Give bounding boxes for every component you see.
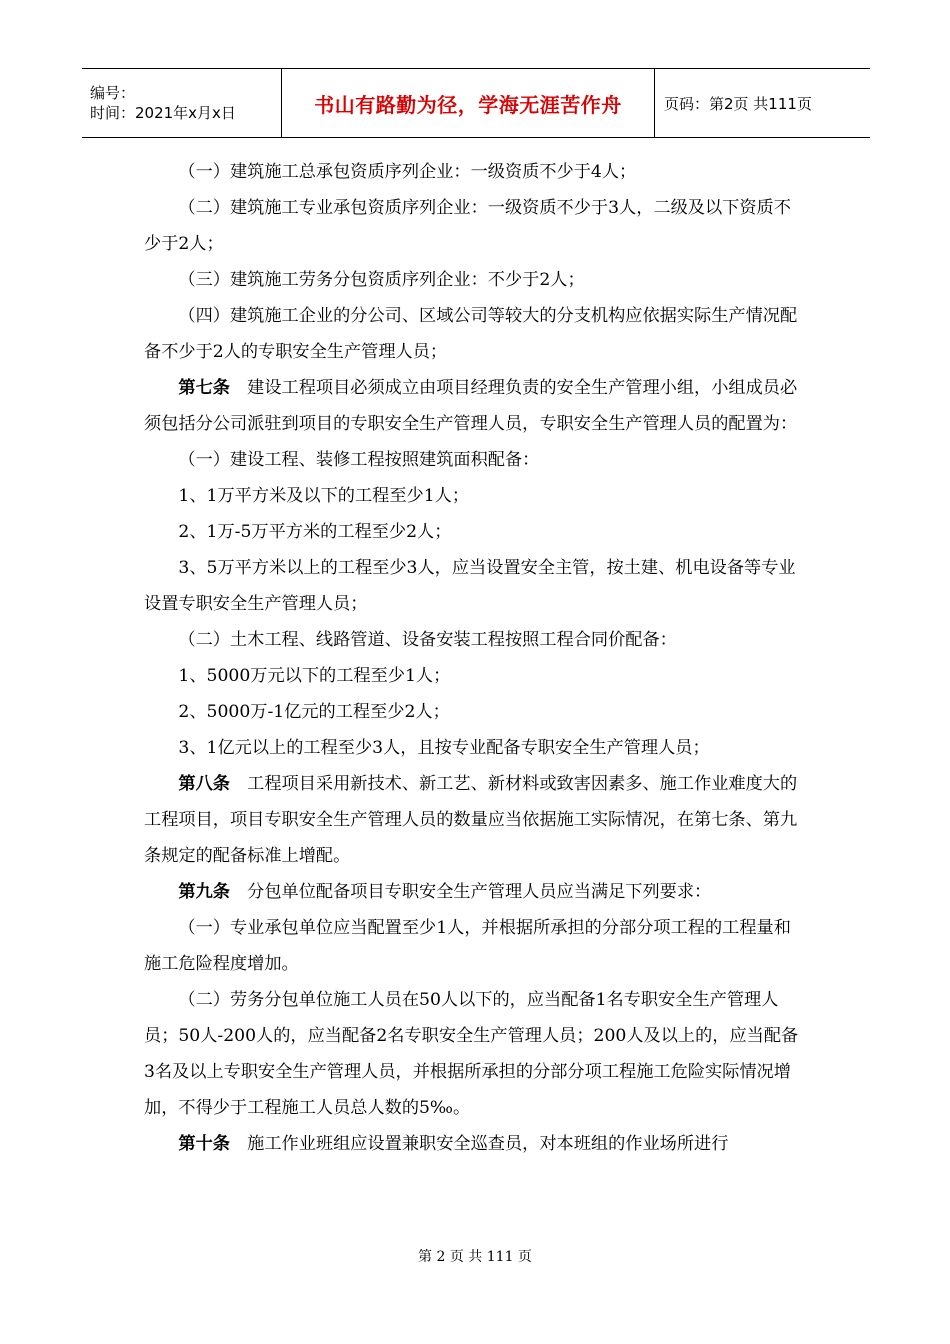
time-label: 时间：2021年x月x日 [90, 104, 236, 122]
article-number: 第八条 [178, 774, 230, 794]
paragraph [144, 622, 804, 658]
paragraph [144, 910, 804, 982]
paragraph-text: 建设工程项目必须成立由项目经理负责的安全生产管理小组，小组成员必须包括分公司派驻到项目的专职安全生产管理人员，专职安全生产管理人员的配置为： [144, 378, 798, 434]
paragraph-text: 2、1万-5万平方米的工程至少2人； [178, 522, 452, 542]
paragraph-text: 分包单位配备项目专职安全生产管理人员应当满足下列要求： [247, 882, 712, 902]
article-number: 第十条 [178, 1134, 230, 1154]
paragraph-text: （一）专业承包单位应当配置至少1人，并根据所承担的分部分项工程的工程量和施工危险程度增加。 [144, 918, 791, 974]
paragraph [144, 442, 804, 478]
paragraph [144, 370, 804, 442]
paragraph-text: （二）土木工程、线路管道、设备安装工程按照工程合同价配备： [178, 630, 677, 650]
header-middle-cell [281, 69, 655, 137]
header-left-cell [82, 69, 281, 137]
paragraph [144, 730, 804, 766]
paragraph [144, 154, 804, 190]
page-footer: 第 2 页 共 111 页 [418, 1249, 532, 1265]
paragraph [144, 298, 804, 370]
paragraph-text: 施工作业班组应设置兼职安全巡查员，对本班组的作业场所进行 [247, 1134, 729, 1154]
number-label: 编号： [90, 84, 136, 102]
paragraph-text: 1、5000万元以下的工程至少1人； [178, 666, 451, 686]
paragraph-text: 3、1亿元以上的工程至少3人，且按专业配备专职安全生产管理人员； [178, 738, 710, 758]
page-header [82, 68, 870, 138]
paragraph [144, 1126, 804, 1162]
paragraph-text: 3、5万平方米以上的工程至少3人，应当设置安全主管，按土建、机电设备等专业设置专职安全生产管理人员； [144, 558, 796, 614]
paragraph [144, 262, 804, 298]
document-body [144, 154, 804, 1162]
paragraph [144, 478, 804, 514]
paragraph-text: （二）劳务分包单位施工人员在50人以下的，应当配备1名专职安全生产管理人员；50人-200人的，应当配备2名专职安全生产管理人员；200人及以上的，应当配备3名及以上专职安全生产管理人员，并根据所承担的分部分项工程施工危险实际情况增加，不得少于工程施工人员总人数的5‰。 [144, 990, 799, 1118]
paragraph [144, 982, 804, 1126]
header-right-cell [655, 69, 870, 137]
paragraph-text: （二）建筑施工专业承包资质序列企业：一级资质不少于3人，二级及以下资质不少于2人； [144, 198, 791, 254]
paragraph [144, 514, 804, 550]
paragraph-text: （一）建筑施工总承包资质序列企业：一级资质不少于4人； [178, 162, 637, 182]
article-number: 第九条 [178, 882, 230, 902]
header-motto: 书山有路勤为径，学海无涯苦作舟 [314, 92, 622, 117]
paragraph-text: （三）建筑施工劳务分包资质序列企业：不少于2人； [178, 270, 585, 290]
paragraph [144, 190, 804, 262]
paragraph [144, 658, 804, 694]
paragraph-text: （四）建筑施工企业的分公司、区域公司等较大的分支机构应依据实际生产情况配备不少于2人的专职安全生产管理人员； [144, 306, 798, 362]
paragraph [144, 874, 804, 910]
paragraph-text: 1、1万平方米及以下的工程至少1人； [178, 486, 470, 506]
paragraph-text: 2、5000万-1亿元的工程至少2人； [178, 702, 450, 722]
paragraph-text: （一）建设工程、装修工程按照建筑面积配备： [178, 450, 540, 470]
article-number: 第七条 [178, 378, 230, 398]
paragraph [144, 766, 804, 874]
page-info: 页码：第2页 共111页 [664, 94, 812, 113]
paragraph [144, 550, 804, 622]
paragraph-text: 工程项目采用新技术、新工艺、新材料或致害因素多、施工作业难度大的工程项目，项目专职安全生产管理人员的数量应当依据施工实际情况，在第七条、第九条规定的配备标准上增配。 [144, 774, 798, 866]
paragraph [144, 694, 804, 730]
